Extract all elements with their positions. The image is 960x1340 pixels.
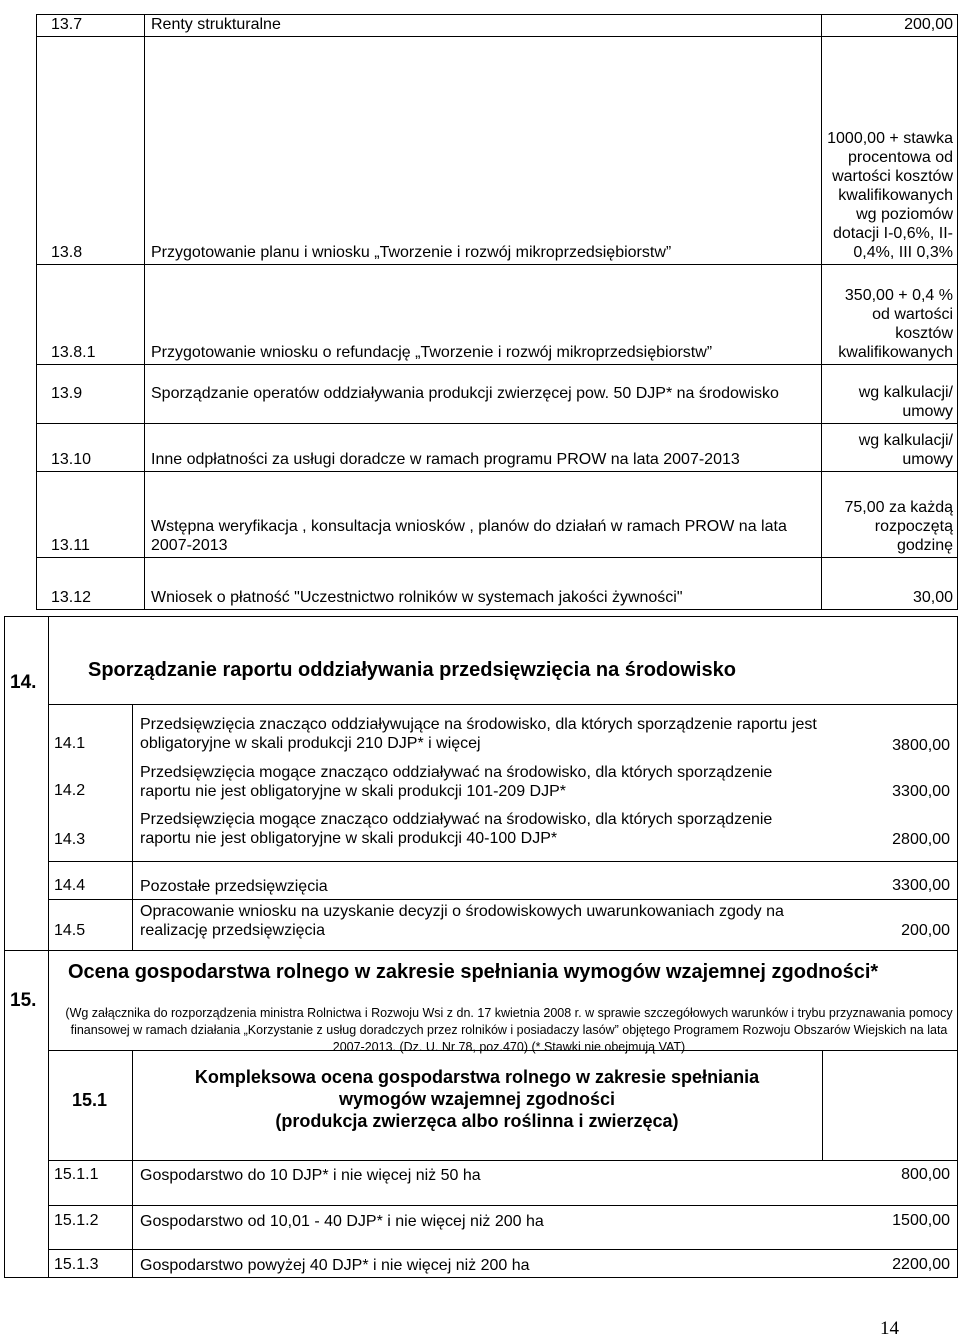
row-description: Przedsięwzięcia znacząco oddziaływujące na środowisko, dla których sporządzenie raportu jest obligatoryjne w skali produkcji 210 DJP* i więcej	[140, 716, 817, 752]
row-price: 350,00 + 0,4 % od wartości kosztów kwalifikowanych	[822, 265, 958, 365]
row-number: 15.1.2	[54, 1212, 99, 1229]
row-description: Przygotowanie wniosku o refundację „Tworzenie i rozwój mikroprzedsiębiorstw”	[145, 265, 822, 365]
table-row	[37, 558, 958, 610]
row-price: wg kalkulacji/ umowy	[822, 365, 958, 424]
row-description: Przygotowanie planu i wniosku „Tworzenie i rozwój mikroprzedsiębiorstw”	[145, 37, 822, 265]
row-description: Wniosek o płatność "Uczestnictwo rolników w systemach jakości żywności"	[145, 558, 822, 610]
row-number: 15.1	[72, 1090, 108, 1110]
row-description: Przedsięwzięcia mogące znacząco oddziaływać na środowisko, dla których sporządzenie raportu nie jest obligatoryjne w skali produkcji 101-209 DJP*	[140, 764, 773, 800]
row-description: Renty strukturalne	[145, 15, 822, 37]
table-row	[37, 15, 958, 37]
row-description: Sporządzanie operatów oddziaływania produkcji zwierzęcej pow. 50 DJP* na środowisko	[145, 365, 822, 424]
row-number: 13.10	[37, 424, 145, 472]
row-price: 200,00	[901, 922, 950, 939]
row-price: wg kalkulacji/ umowy	[822, 424, 958, 472]
row-price: 3300,00	[892, 877, 950, 894]
divider	[48, 616, 49, 951]
table-row	[37, 472, 958, 558]
row-description: Wstępna weryfikacja , konsultacja wniosków , planów do działań w ramach PROW na lata 2007-2013	[145, 472, 822, 558]
divider	[48, 1205, 958, 1206]
row-number: 14.5	[54, 922, 86, 939]
divider	[48, 861, 958, 862]
table-row	[37, 265, 958, 365]
section-title: Ocena gospodarstwa rolnego w zakresie spełniania wymogów wzajemnej zgodności*	[68, 961, 879, 983]
row-number: 13.11	[37, 472, 145, 558]
section-title: Sporządzanie raportu oddziaływania przedsięwzięcia na środowisko	[88, 659, 736, 681]
row-price: 30,00	[822, 558, 958, 610]
row-description: Pozostałe przedsięwzięcia	[140, 878, 328, 895]
section-13-table	[36, 14, 958, 610]
row-description: Inne odpłatności za usługi doradcze w ramach programu PROW na lata 2007-2013	[145, 424, 822, 472]
row-number: 13.7	[37, 15, 145, 37]
row-number: 14.2	[54, 782, 86, 799]
section-number: 14.	[10, 672, 37, 693]
row-price: 800,00	[901, 1166, 950, 1183]
row-price: 200,00	[822, 15, 958, 37]
divider	[48, 950, 49, 1278]
page-number: 14	[880, 1318, 899, 1339]
subsection-title-line: Kompleksowa ocena gospodarstwa rolnego w zakresie spełniania	[194, 1067, 760, 1087]
row-description: Gospodarstwo od 10,01 - 40 DJP* i nie więcej niż 200 ha	[140, 1213, 544, 1230]
row-description: Gospodarstwo do 10 DJP* i nie więcej niż 50 ha	[140, 1167, 481, 1184]
row-number: 13.12	[37, 558, 145, 610]
row-number: 13.8.1	[37, 265, 145, 365]
legal-note: (Wg załącznika do rozporządzenia ministra Rolnictwa i Rozwoju Wsi z dn. 17 kwietnia 2008 r. w sprawie szczegółowych warunków i trybu przyznawania pomocy finansowej w ramach działania „Korzystanie z usług doradczych przez rolników i posiadaczy lasów” objętego Programem Rozwoju Obszarów Wiejskich na lata 2007-2013. (Dz. U. Nr 78, poz.470) (* Stawki nie obejmują VAT)	[65, 1006, 953, 1054]
row-number: 14.3	[54, 831, 86, 848]
divider	[48, 1160, 958, 1161]
row-price: 3300,00	[892, 783, 950, 800]
row-description: Gospodarstwo powyżej 40 DJP* i nie więcej niż 200 ha	[140, 1257, 530, 1274]
row-number: 13.8	[37, 37, 145, 265]
subsection-title-line: wymogów wzajemnej zgodności	[338, 1089, 616, 1109]
row-description: Przedsięwzięcia mogące znacząco oddziaływać na środowisko, dla których sporządzenie raportu nie jest obligatoryjne w skali produkcji 40-100 DJP*	[140, 811, 773, 847]
row-price: 75,00 za każdą rozpoczętą godzinę	[822, 472, 958, 558]
row-price: 1500,00	[892, 1212, 950, 1229]
divider	[48, 1249, 958, 1250]
subsection-title-line: (produkcja zwierzęca albo roślinna i zwierzęca)	[275, 1111, 679, 1131]
table-row	[37, 365, 958, 424]
row-number: 14.1	[54, 735, 86, 752]
divider	[48, 899, 958, 900]
row-price: 1000,00 + stawka procentowa od wartości kosztów kwalifikowanych wg poziomów dotacji I-0,6%, II-0,4%, III 0,3%	[822, 37, 958, 265]
divider	[132, 704, 133, 951]
row-price: 3800,00	[892, 737, 950, 754]
section-number: 15.	[10, 990, 37, 1011]
divider	[48, 704, 958, 705]
row-number: 13.9	[37, 365, 145, 424]
row-number: 14.4	[54, 877, 86, 894]
row-price: 2800,00	[892, 831, 950, 848]
row-number: 15.1.1	[54, 1166, 99, 1183]
row-price: 2200,00	[892, 1256, 950, 1273]
row-description: Opracowanie wniosku na uzyskanie decyzji o środowiskowych uwarunkowaniach zgody na realizację przedsięwzięcia	[140, 903, 784, 939]
table-row	[37, 37, 958, 265]
row-number: 15.1.3	[54, 1256, 99, 1273]
table-row	[37, 424, 958, 472]
divider	[822, 1050, 823, 1160]
